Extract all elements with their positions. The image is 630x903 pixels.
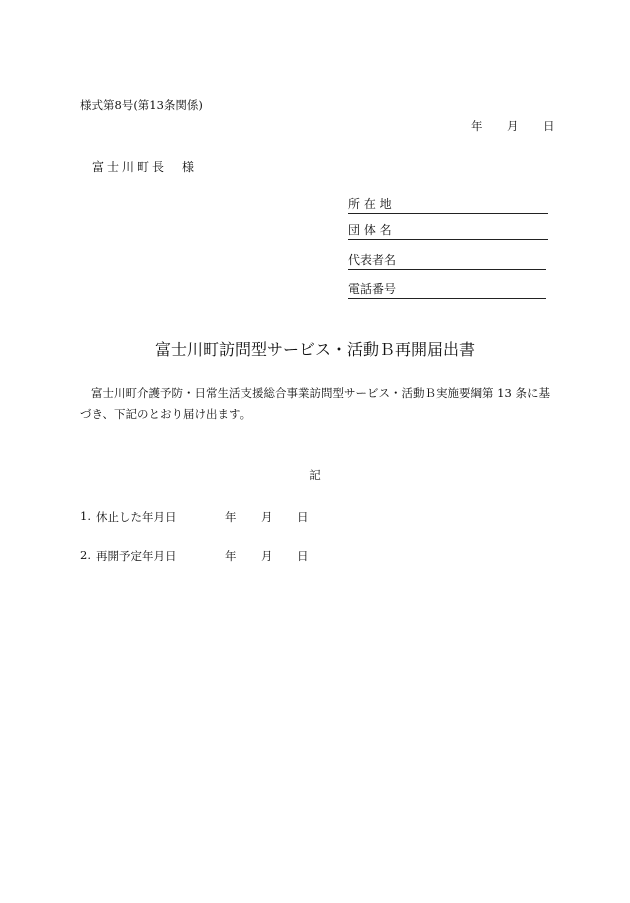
form-number: 様式第8号(第13条関係): [80, 98, 203, 112]
phone-number-field[interactable]: [348, 281, 546, 299]
address-field[interactable]: [348, 196, 548, 214]
item-day-label[interactable]: 日: [297, 549, 309, 563]
organization-name-label: 団 体 名: [348, 223, 392, 237]
representative-field[interactable]: [348, 252, 546, 270]
item-day-label[interactable]: 日: [297, 510, 309, 524]
item-year-label[interactable]: 年: [225, 510, 237, 524]
item-label: 再開予定年月日: [96, 549, 177, 563]
date-month-label: 月: [507, 119, 519, 133]
date-day-label: 日: [543, 119, 555, 133]
representative-label: 代表者名: [348, 253, 397, 267]
item-year-label[interactable]: 年: [225, 549, 237, 563]
item-number: 1.: [80, 509, 91, 523]
item-label: 休止した年月日: [96, 510, 177, 524]
ki-heading: 記: [309, 468, 321, 482]
item-month-label[interactable]: 月: [261, 549, 273, 563]
addressee: 富士川町長 様: [92, 160, 198, 174]
date-year-label: 年: [471, 119, 483, 133]
body-text: 富士川町介護予防・日常生活支援総合事業訪問型サービス・活動Ｂ実施要綱第 13 条に基づき、下記のとおり届け出ます。: [80, 386, 550, 421]
organization-name-field[interactable]: [348, 222, 548, 240]
phone-number-label: 電話番号: [348, 282, 397, 296]
item-month-label[interactable]: 月: [261, 510, 273, 524]
document-title: 富士川町訪問型サービス・活動Ｂ再開届出書: [154, 340, 475, 359]
address-label: 所 在 地: [348, 197, 392, 211]
item-number: 2.: [80, 548, 91, 562]
